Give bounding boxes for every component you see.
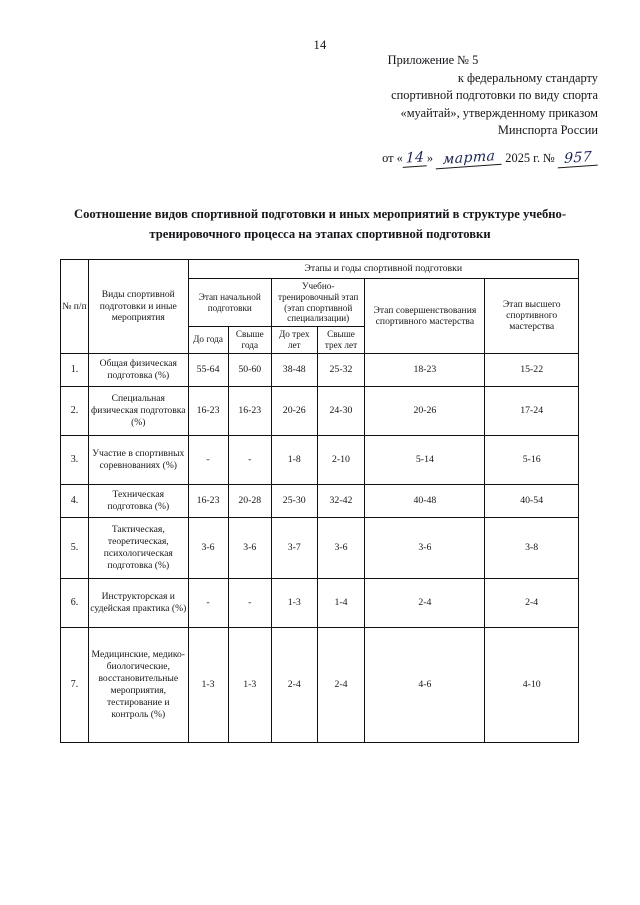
cell-initial-under-year: 3-6 — [188, 517, 228, 578]
header-line-2: к федеральному стандарту — [457, 70, 598, 85]
cell-initial-over-year: 3-6 — [228, 517, 271, 578]
cell-perfection: 5-14 — [365, 435, 485, 484]
page-title: Соотношение видов спортивной подготовки и иных мероприятий в структуре учебно-тренировочного процесса на этапах спортивной подготовки — [73, 207, 567, 241]
cell-highest: 2-4 — [485, 578, 579, 627]
cell-highest: 17-24 — [485, 386, 579, 435]
cell-training-under-three: 2-4 — [271, 627, 317, 742]
table-row — [61, 435, 579, 484]
cell-perfection: 3-6 — [365, 517, 485, 578]
cell-initial-over-year: 16-23 — [228, 386, 271, 435]
cell-training-over-three: 25-32 — [317, 353, 365, 386]
order-number-handwritten: 957 — [558, 149, 598, 169]
table-row — [61, 578, 579, 627]
order-quote-close: » — [426, 151, 434, 165]
cell-initial-under-year: 16-23 — [188, 386, 228, 435]
cell-highest: 40-54 — [485, 484, 579, 517]
cell-highest: 5-16 — [485, 435, 579, 484]
row-number: 3. — [61, 435, 89, 484]
order-reference-line — [258, 150, 598, 167]
row-number: 7. — [61, 627, 89, 742]
th-group-stages: Этапы и годы спортивной подготовки — [188, 260, 578, 279]
cell-perfection: 20-26 — [365, 386, 485, 435]
row-kind: Медицинские, медико-биологические, восстановительные мероприятия, тестирование и контроль (%) — [89, 627, 189, 742]
table-row — [61, 484, 579, 517]
row-kind: Инструкторская и судейская практика (%) — [89, 578, 189, 627]
cell-highest: 4-10 — [485, 627, 579, 742]
table-row — [61, 386, 579, 435]
cell-training-under-three: 1-3 — [271, 578, 317, 627]
th-training-under-three: До трех лет — [271, 327, 317, 354]
th-perfection-stage: Этап совершенствования спортивного мастерства — [365, 279, 485, 354]
cell-perfection: 2-4 — [365, 578, 485, 627]
row-kind: Специальная физическая подготовка (%) — [89, 386, 189, 435]
cell-initial-over-year: 50-60 — [228, 353, 271, 386]
row-number: 1. — [61, 353, 89, 386]
sport-training-ratio-table — [60, 259, 579, 743]
order-month-handwritten: марта — [436, 148, 502, 170]
row-kind: Участие в спортивных соревнованиях (%) — [89, 435, 189, 484]
cell-initial-over-year: - — [228, 435, 271, 484]
cell-training-over-three: 3-6 — [317, 517, 365, 578]
row-number: 6. — [61, 578, 89, 627]
th-kind: Виды спортивной подготовки и иные мероприятия — [89, 260, 189, 354]
cell-initial-over-year: - — [228, 578, 271, 627]
cell-training-under-three: 1-8 — [271, 435, 317, 484]
row-number: 4. — [61, 484, 89, 517]
header-line-4: «муайтай», утвержденному приказом — [400, 105, 598, 120]
cell-initial-over-year: 1-3 — [228, 627, 271, 742]
cell-training-under-three: 38-48 — [271, 353, 317, 386]
header-line-3: спортивной подготовки по виду спорта — [391, 88, 598, 103]
th-initial-over-year: Свыше года — [228, 327, 271, 354]
th-highest-stage: Этап высшего спортивного мастерства — [485, 279, 579, 354]
th-initial-under-year: До года — [188, 327, 228, 354]
cell-highest: 3-8 — [485, 517, 579, 578]
th-initial-stage: Этап начальной подготовки — [188, 279, 271, 327]
cell-training-over-three: 1-4 — [317, 578, 365, 627]
cell-training-under-three: 25-30 — [271, 484, 317, 517]
table-row — [61, 353, 579, 386]
cell-initial-under-year: 1-3 — [188, 627, 228, 742]
row-kind: Техническая подготовка (%) — [89, 484, 189, 517]
cell-training-over-three: 2-10 — [317, 435, 365, 484]
th-training-over-three: Свыше трех лет — [317, 327, 365, 354]
row-kind: Общая физическая подготовка (%) — [89, 353, 189, 386]
order-prefix: от « — [382, 151, 403, 165]
cell-training-over-three: 32-42 — [317, 484, 365, 517]
cell-highest: 15-22 — [485, 353, 579, 386]
row-kind: Тактическая, теоретическая, психологическая подготовка (%) — [89, 517, 189, 578]
cell-initial-under-year: 55-64 — [188, 353, 228, 386]
header-line-1: Приложение № 5 — [387, 53, 479, 67]
order-day-handwritten: 14 — [403, 149, 428, 168]
cell-initial-over-year: 20-28 — [228, 484, 271, 517]
cell-initial-under-year: - — [188, 435, 228, 484]
row-number: 5. — [61, 517, 89, 578]
cell-perfection: 18-23 — [365, 353, 485, 386]
table-row — [61, 517, 579, 578]
th-training-stage: Учебно-тренировочный этап (этап спортивной специализации) — [271, 279, 364, 327]
cell-perfection: 4-6 — [365, 627, 485, 742]
cell-training-under-three: 20-26 — [271, 386, 317, 435]
row-number: 2. — [61, 386, 89, 435]
cell-training-over-three: 24-30 — [317, 386, 365, 435]
cell-training-over-three: 2-4 — [317, 627, 365, 742]
cell-initial-under-year: 16-23 — [188, 484, 228, 517]
document-header — [268, 52, 598, 140]
cell-initial-under-year: - — [188, 578, 228, 627]
order-year-label: 2025 г. № — [505, 151, 555, 165]
header-line-5: Минспорта России — [497, 123, 598, 138]
cell-training-under-three: 3-7 — [271, 517, 317, 578]
th-np: № п/п — [61, 260, 89, 354]
cell-perfection: 40-48 — [365, 484, 485, 517]
table-row — [61, 627, 579, 742]
page-number: 14 — [313, 38, 327, 52]
